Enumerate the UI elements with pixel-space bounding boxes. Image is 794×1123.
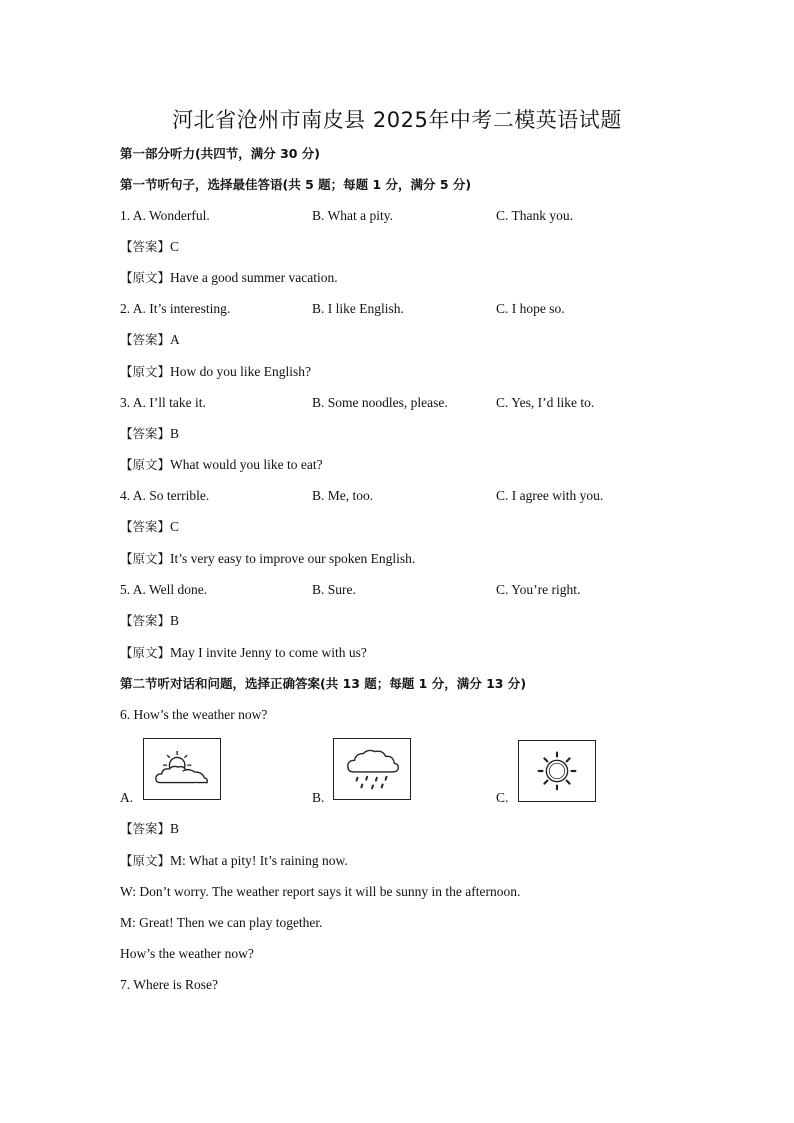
q6-transcript: 【原文】M: What a pity! It’s raining now. bbox=[120, 853, 348, 868]
sun-icon bbox=[518, 740, 596, 802]
part-heading: 第一部分听力(共四节，满分 30 分) bbox=[120, 146, 321, 161]
q3-transcript: 【原文】What would you like to eat? bbox=[120, 457, 323, 472]
q1-option-c: C. Thank you. bbox=[496, 208, 573, 223]
q1-transcript: 【原文】Have a good summer vacation. bbox=[120, 270, 338, 285]
q6-option-a-label: A. bbox=[120, 790, 134, 805]
q2-option-c: C. I hope so. bbox=[496, 301, 565, 316]
q3-option-a: 3. A. I’ll take it. bbox=[120, 395, 206, 410]
q5-option-c: C. You’re right. bbox=[496, 582, 581, 597]
q5-option-a: 5. A. Well done. bbox=[120, 582, 208, 597]
q5-answer: 【答案】B bbox=[120, 613, 180, 628]
page-title: 河北省沧州市南皮县 2025年中考二模英语试题 bbox=[172, 108, 622, 132]
q2-option-b: B. I like English. bbox=[312, 301, 404, 316]
q3-option-c: C. Yes, I’d like to. bbox=[496, 395, 595, 410]
q2-transcript: 【原文】How do you like English? bbox=[120, 364, 312, 379]
q4-option-c: C. I agree with you. bbox=[496, 488, 604, 503]
partly-cloudy-icon bbox=[143, 738, 221, 800]
q1-option-b: B. What a pity. bbox=[312, 208, 393, 223]
q7-question: 7. Where is Rose? bbox=[120, 977, 218, 992]
q6-transcript-line-4: How’s the weather now? bbox=[120, 946, 254, 961]
q6-transcript-line-2: W: Don’t worry. The weather report says it will be sunny in the afternoon. bbox=[120, 884, 521, 899]
q6-question: 6. How’s the weather now? bbox=[120, 707, 268, 722]
q5-option-b: B. Sure. bbox=[312, 582, 356, 597]
section-heading-1: 第一节听句子，选择最佳答语(共 5 题；每题 1 分，满分 5 分) bbox=[120, 177, 472, 192]
q4-option-a: 4. A. So terrible. bbox=[120, 488, 210, 503]
q4-transcript: 【原文】It’s very easy to improve our spoken English. bbox=[120, 551, 416, 566]
q1-option-a: 1. A. Wonderful. bbox=[120, 208, 210, 223]
q3-option-b: B. Some noodles, please. bbox=[312, 395, 448, 410]
section-heading-2: 第二节听对话和问题，选择正确答案(共 13 题；每题 1 分，满分 13 分) bbox=[120, 676, 527, 691]
q4-option-b: B. Me, too. bbox=[312, 488, 374, 503]
q6-answer: 【答案】B bbox=[120, 821, 180, 836]
q4-answer: 【答案】C bbox=[120, 519, 180, 534]
q2-answer: 【答案】A bbox=[120, 332, 180, 347]
q3-answer: 【答案】B bbox=[120, 426, 180, 441]
q6-option-b-label: B. bbox=[312, 790, 325, 805]
rain-cloud-icon bbox=[333, 738, 411, 800]
q6-option-c-label: C. bbox=[496, 790, 509, 805]
q5-transcript: 【原文】May I invite Jenny to come with us? bbox=[120, 645, 367, 660]
q6-transcript-line-3: M: Great! Then we can play together. bbox=[120, 915, 323, 930]
q1-answer: 【答案】C bbox=[120, 239, 180, 254]
q2-option-a: 2. A. It’s interesting. bbox=[120, 301, 231, 316]
